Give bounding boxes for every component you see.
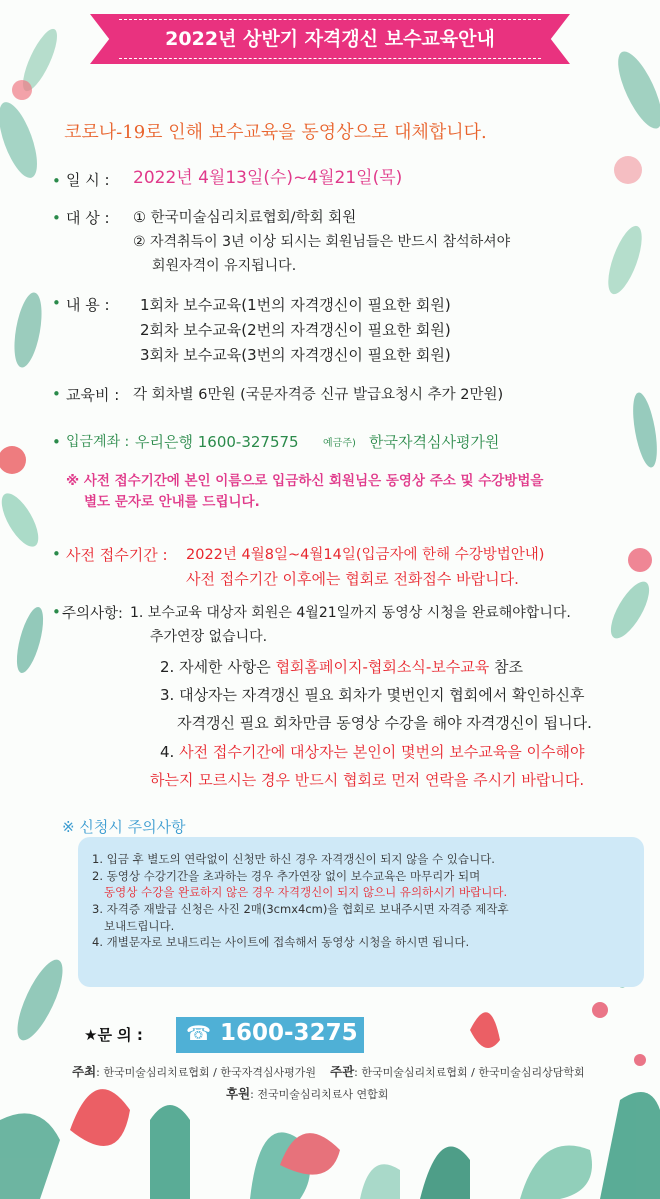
notice-item: 보내드립니다.: [104, 918, 175, 933]
phone-icon: ☎: [186, 1021, 211, 1045]
footer-organizer: [330, 1064, 585, 1080]
bullet-icon: •: [52, 545, 61, 563]
pre-reg-value: 2022년 4월8일~4월14일(입금자에 한해 수강방법안내): [186, 547, 545, 563]
bullet-icon: •: [52, 603, 61, 621]
notice-heading: ※ 신청시 주의사항: [62, 818, 186, 836]
fee-label: 교육비 :: [66, 386, 120, 404]
footer-host-value: : 한국미술심리치료협회 / 한국자격심사평가원: [96, 1066, 316, 1079]
fee-value: 각 회차별 6만원 (국문자격증 신규 발급요청시 추가 2만원): [133, 387, 504, 403]
pre-reg-label: 사전 접수기간 :: [66, 546, 168, 564]
caution-4b: 하는지 모르시는 경우 반드시 협회로 먼저 연락을 주시기 바랍니다.: [150, 771, 585, 789]
caution-2-post: 참조: [489, 658, 523, 676]
caution-1b: 추가연장 없습니다.: [150, 629, 268, 645]
content-line-1: 1회차 보수교육(1번의 자격갱신이 필요한 회원): [140, 296, 451, 314]
target-line-1: ① 한국미술심리치료협회/학회 회원: [133, 210, 357, 226]
contact-label: ★문 의 :: [84, 1026, 143, 1044]
phone-button[interactable]: [176, 1017, 364, 1053]
caution-2: [160, 658, 523, 677]
schedule-value: 2022년 4월13일(수)~4월21일(목): [133, 168, 403, 188]
notice-list: [92, 851, 632, 951]
content-line-2: 2회차 보수교육(2번의 자격갱신이 필요한 회원): [140, 321, 451, 339]
bullet-icon: •: [52, 433, 61, 451]
notice-item: 1. 입금 후 별도의 연락없이 신청만 하신 경우 자격갱신이 되지 않을 수 있습니다.: [92, 852, 495, 866]
footer-organizer-value: : 한국미술심리치료협회 / 한국미술심리상담학회: [354, 1066, 585, 1079]
footer-host: [72, 1064, 316, 1080]
account-holder-prefix: 예금주): [323, 438, 356, 449]
target-line-3: 회원자격이 유지됩니다.: [152, 258, 297, 274]
bullet-icon: •: [52, 172, 61, 190]
account-label: 입금계좌 :: [66, 434, 130, 450]
notice-item: 4. 개별문자로 보내드리는 사이트에 접속해서 동영상 시청을 하시면 됩니다.: [92, 935, 470, 950]
title-banner: [90, 14, 570, 72]
bullet-icon: •: [52, 294, 61, 312]
banner-title: 2022년 상반기 자격갱신 보수교육안내: [165, 28, 495, 50]
caution-2-pre: 2. 자세한 사항은: [160, 658, 276, 676]
account-holder: 한국자격심사평가원: [369, 433, 500, 451]
headline: 코로나-19로 인해 보수교육을 동영상으로 대체합니다.: [64, 122, 487, 143]
notice-item-warning: 동영상 수강을 완료하지 않은 경우 자격갱신이 되지 않으니 유의하시기 바랍니다.: [104, 885, 508, 900]
caution-4: [160, 743, 584, 762]
footer-organizer-label: 주관: [330, 1064, 355, 1079]
account-note-line-1: ※ 사전 접수기간에 본인 이름으로 입금하신 회원님은 동영상 주소 및 수강방법을: [66, 473, 544, 489]
caution-1: 1. 보수교육 대상자 회원은 4월21일까지 동영상 시청을 완료해야합니다.: [130, 605, 571, 621]
cautions-label: 주의사항:: [62, 606, 123, 622]
footer-sponsor-label: 후원: [226, 1086, 251, 1101]
bullet-icon: •: [52, 385, 61, 403]
account-bank: 우리은행 1600-327575: [135, 433, 299, 451]
caution-4-number: 4.: [160, 743, 175, 761]
notice-item: 2. 동영상 수강기간을 초과하는 경우 추가연장 없이 보수교육은 마무리가 되며: [92, 868, 481, 883]
notice-item: 3. 자격증 재발급 신청은 사진 2매(3cmx4cm)을 협회로 보내주시면 자격증 제작후: [92, 902, 509, 917]
account-note-line-2: 별도 문자로 안내를 드립니다.: [84, 494, 260, 510]
target-label: 대 상 :: [66, 209, 110, 227]
content-line-3: 3회차 보수교육(3번의 자격갱신이 필요한 회원): [140, 346, 451, 364]
phone-number: 1600-3275: [220, 1020, 358, 1046]
schedule-label: 일 시 :: [66, 171, 110, 189]
caution-2-highlight: 협회홈페이지-협회소식-보수교육: [275, 658, 490, 676]
caution-4-text: 사전 접수기간에 대상자는 본인이 몇번의 보수교육을 이수해야: [179, 743, 585, 761]
content-label: 내 용 :: [66, 296, 110, 314]
notice-box: [78, 837, 644, 987]
target-line-2: ② 자격취득이 3년 이상 되시는 회원님들은 반드시 참석하셔야: [133, 234, 511, 250]
caution-3: 3. 대상자는 자격갱신 필요 회차가 몇번인지 협회에서 확인하신후: [160, 686, 585, 704]
caution-3b: 자격갱신 필요 회차만큼 동영상 수강을 해야 자격갱신이 됩니다.: [177, 714, 592, 732]
footer-host-label: 주최: [72, 1064, 97, 1079]
footer-sponsor: [226, 1086, 388, 1102]
footer-sponsor-value: : 전국미술심리치료사 연합회: [250, 1088, 389, 1101]
bullet-icon: •: [52, 209, 61, 227]
pre-reg-line-2: 사전 접수기간 이후에는 협회로 전화접수 바랍니다.: [186, 570, 519, 588]
